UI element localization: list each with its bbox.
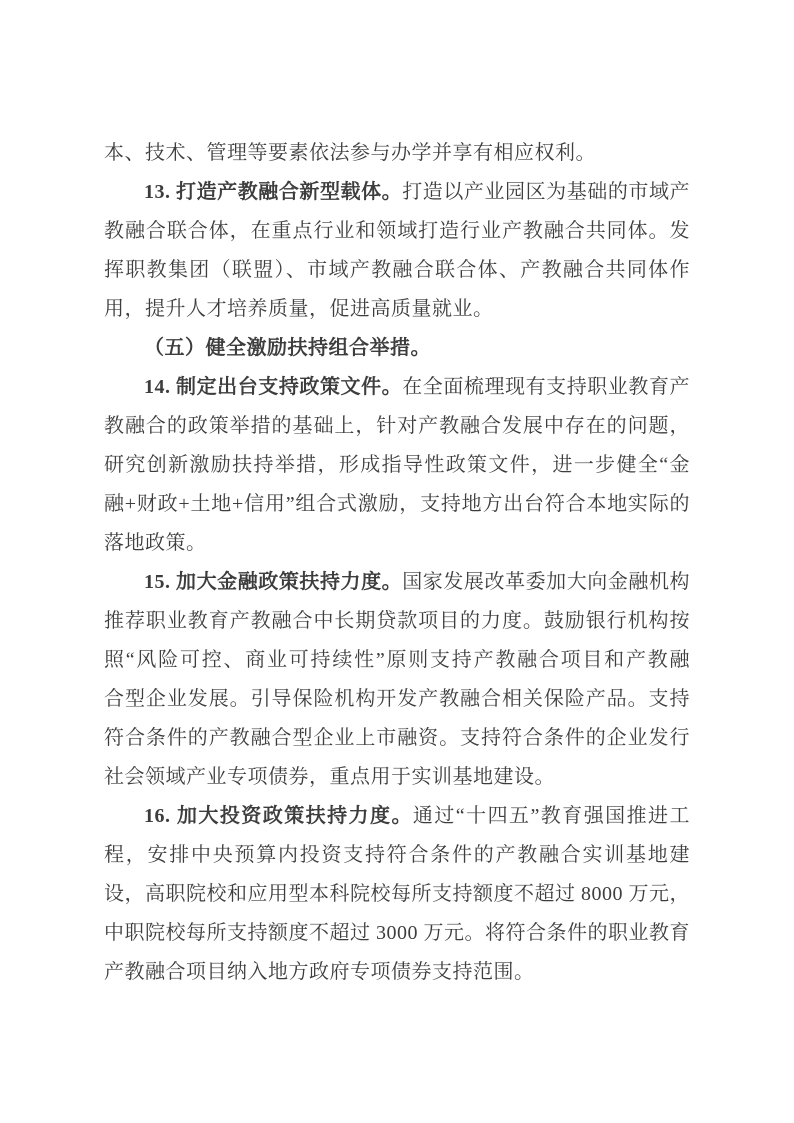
paragraph-text: 通过“十四五”教育强国推进工: [412, 805, 690, 827]
text-line: [104, 914, 690, 953]
text-line: [104, 329, 690, 368]
paragraph-text: 社会领域产业专项债券，重点用于实训基地建设。: [104, 766, 555, 788]
text-line: [104, 602, 690, 641]
text-line: [104, 212, 690, 251]
paragraph-text: 融+财政+土地+信用”组合式激励，支持地方出台符合本地实际的: [104, 493, 690, 515]
text-line: [104, 680, 690, 719]
text-line: [104, 719, 690, 758]
text-line: [104, 836, 690, 875]
paragraph-text: 合型企业发展。引导保险机构开发产教融合相关保险产品。支持: [104, 688, 690, 710]
paragraph-text: 研究创新激励扶持举措，形成指导性政策文件，进一步健全“金: [104, 454, 690, 476]
paragraph-text: 用，提升人才培养质量，促进高质量就业。: [104, 298, 494, 320]
paragraph-text: 挥职教集团（联盟）、市域产教融合联合体、产教融合共同体作: [104, 259, 690, 281]
paragraph-lead-bold: 13. 打造产教融合新型载体。: [144, 181, 403, 203]
paragraph-text: 符合条件的产教融合型企业上市融资。支持符合条件的企业发行: [104, 727, 690, 749]
paragraph-text: 设，高职院校和应用型本科院校每所支持额度不超过 8000 万元，: [104, 883, 690, 905]
paragraph-text: 国家发展改革委加大向金融机构: [402, 571, 690, 593]
text-line: [104, 134, 690, 173]
text-line: [104, 290, 690, 329]
paragraph-text: 本、技术、管理等要素依法参与办学并享有相应权利。: [104, 142, 596, 164]
paragraph-text: 在全面梳理现有支持职业教育产: [402, 376, 690, 398]
paragraph-text: 打造以产业园区为基础的市域产: [402, 181, 690, 203]
paragraph-lead-bold: 14. 制定出台支持政策文件。: [144, 376, 403, 398]
text-line: [104, 368, 690, 407]
text-line: [104, 407, 690, 446]
paragraph-text: 推荐职业教育产教融合中长期贷款项目的力度。鼓励银行机构按: [104, 610, 690, 632]
document-body: [104, 134, 690, 992]
text-line: [104, 797, 690, 836]
paragraph-text: 教融合联合体，在重点行业和领域打造行业产教融合共同体。发: [104, 220, 690, 242]
paragraph-lead-bold: 15. 加大金融政策扶持力度。: [144, 571, 403, 593]
paragraph-lead-bold: （五）健全激励扶持组合举措。: [144, 337, 431, 359]
text-line: [104, 485, 690, 524]
text-line: [104, 875, 690, 914]
paragraph-lead-bold: 16. 加大投资政策扶持力度。: [144, 805, 413, 827]
paragraph-text: 产教融合项目纳入地方政府专项债券支持范围。: [104, 961, 535, 983]
text-line: [104, 524, 690, 563]
paragraph-text: 中职院校每所支持额度不超过 3000 万元。将符合条件的职业教育: [104, 922, 690, 944]
paragraph-text: 落地政策。: [104, 532, 207, 554]
paragraph-text: 照“风险可控、商业可持续性”原则支持产教融合项目和产教融: [104, 649, 690, 671]
text-line: [104, 251, 690, 290]
paragraph-text: 教融合的政策举措的基础上，针对产教融合发展中存在的问题，: [104, 415, 690, 437]
paragraph-text: 程，安排中央预算内投资支持符合条件的产教融合实训基地建: [104, 844, 690, 866]
text-line: [104, 641, 690, 680]
text-line: [104, 173, 690, 212]
text-line: [104, 953, 690, 992]
text-line: [104, 446, 690, 485]
text-line: [104, 758, 690, 797]
text-line: [104, 563, 690, 602]
